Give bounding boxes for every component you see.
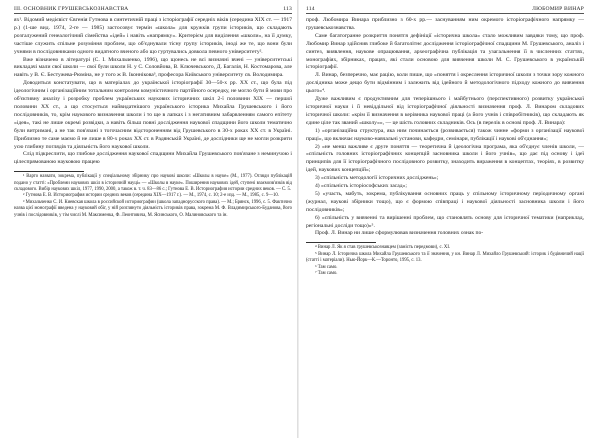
right-list-item: 6) «спільність у вивченні та вирішенні проблем, що становлять основу для історичної тематики (наприклад, регіональні досліди тощо)»⁵.: [306, 214, 584, 229]
left-paragraph: Вже візначено в літературі (С. І. Михальченко, 1996), що щонесь не всі визначні вчені — університетські викладачі мали свої школи — свої були школи Н. у С. Соловйова, В. Ключевського, Д. Багалія, Н. Костомарова, але навіть у В. Є. Бестужева-Рюміна, не у того ж В. Іконнікова³, професора Київського університету св. Володимира.: [14, 56, 292, 79]
right-footnote: ⁷ Там само.: [315, 271, 338, 276]
right-running-title: ЛЮБОМИР ВИНАР: [532, 6, 584, 12]
left-body-text: [14, 17, 292, 167]
book-gutter: [297, 0, 299, 438]
right-paragraph: проф. Любомира Винара приблизно з 60-х рр.— заснуванням ним окремого історіографічного напрямку — грушевськознавства.: [306, 17, 584, 31]
left-paragraph: Слід підкреслити, що глибоке дослідження наукової спадщини Михайла Грушевського пов'язане з неминучою і цілеспрямованою науковою працею: [14, 151, 292, 166]
right-footnote: ⁴ Винар Л. Як я став грушевськознавцем (замість передмови), с. ХІ.: [315, 245, 451, 251]
left-footnote-rule: [14, 171, 84, 172]
right-paragraph: Саме багатогранне розкриття понятгя дефініції «історична школа» стало можливим завдяки тому, що проф. Любомир Винар здійснив глибоке й багатолітнє дослідження історіографічної спадщини М. Грушевського, аналіз і синтез, виявлення, наукове опрацювання, археографічна публікація та узагальнення її в численних статтях, монографіях, збірниках, працях, які стали основою для вивчення школи М. С. Грушевського в українській історіографії.: [306, 32, 584, 71]
right-footnotes: [306, 245, 584, 277]
right-footnote: ⁶ Там само.: [315, 264, 338, 270]
right-list-item: 2) «не менш важливе є друге поняття — теоретична й ідеологічна програма, яка об'єднує членів школи, — «спільність головних історіографічних концепцій засновника школи і його учнів», що дає під основу і ідеї принципів для її історіографічного послідовного розвитку, знаходить вираження в концептах, теоріях, в розвитку ідей, наукових концепцій»;: [306, 143, 584, 174]
left-running-title: III. ОСНОВНИК ГРУШЕВСЬКОЗНАВСТВА: [14, 6, 129, 12]
right-list-item: 4) «спільність історіософських засад»;: [315, 183, 407, 190]
right-paragraph: Проф. Л. Винар ни лише сформулював визначення головних ознак по-: [315, 230, 484, 237]
left-page: [14, 6, 292, 434]
right-list-item: 3) «спільність методології історичних досліджень»;: [315, 175, 439, 182]
right-footnote: ⁵ Винар Л. Історична школа Михайла Грушевського та її значення, у кн. Винар Л. Михайло Грушевський: історик і будівничий нації (статті і матеріали). Нью-Йорк—К.—Торонто, 1995, с. 13.: [306, 251, 584, 264]
right-page-number: 114: [306, 6, 315, 12]
right-list-item: 5) «участь, мабуть, зокрема, публікування основних праць у спільному історичному періодичному органі (журнал, наукові збірники тощо), що є формою співпраці і наукової діяльності засновника школи і його послідовників»;: [306, 190, 584, 213]
left-footnote: ³ Михальченко С. И. Киевская школа в российской историографии (школа западнорусского права). — М.; Брянск, 1996, с. 5. Фактично назва цієї монографії введена у науковий обіг, у ній розглянуто діяльність істориків права, зокрема М. Ф. Владимирського-Буданова, його учнів і послідовників, у тім числі М. Максименка, Ф. Леонтовича, М. Ясинського, О. Малиновського та ін.: [14, 199, 292, 218]
left-page-number: 113: [283, 6, 292, 12]
right-running-head: [306, 6, 584, 14]
left-paragraph: Доводиться констатувати, що в матеріалах до української історіографії 30—50-х рр. XX ст., що була під ідеологічним і організаційним тотальним контролем комуністичного партійного осередку, не могло бути й мови про об'єктивну аналізу і розробку проблем українських наукових історичних шкіл 2-ї половини XIX — першої половини XX ст., а що стосується найвидатнішого українського історика Михайла Грушевського і його послідовників, то, крім наукового визначення школи і то ще в лапках і з негативним забарвленням самого епітету «ідея», такі не лише окремі розвідки, а навіть більш повні дослідження наукової спадщини його школи тематично були витримані, а не так пов'язані з тогочасним відстороненням від Грушевського в 30-х роках XX ст. в Україні. Приблизно те саме маємо й не лише в 80-х роках XX ст. в Радянській Україні, де дослідники ще не могли розкрити усю глибину поглядів та діяльність його наукової школи.: [14, 80, 292, 150]
right-body-text: [306, 17, 584, 238]
left-running-head: [14, 6, 292, 14]
right-page: [306, 6, 584, 434]
left-footnote: ¹ Варто назвати, зокрема, публікації у спеціальному збірнику про наукові школи: «Школы в науке» (М., 1977). Огляди публікацій подано у статті: «Проблеми наукових шкіл в історичній науці» — «Школы в науке». Поширення наукових ідей, ступені взаємозв'язків від складового. Вибір наукових шкіл, 1977, 1990, 2000, а також в. т. ч. 83—86 с.; Гутнова Е. В. Историография истории средних веков. — С. 5.: [14, 174, 292, 193]
right-footnote-rule: [306, 242, 376, 243]
left-footnotes: [14, 174, 292, 219]
left-footnote: ² Гутнова Е. В. Историография истории средних веков (середина XIX—1917 г.). — М., 1974, с. 10; 2-е изд. — М., 1985, с. 9—10.: [23, 193, 279, 199]
right-paragraph: Дуже важливим є продуктивним для теперішнього і майбутнього (перспективного) розвитку української історичної науки і її невіддільної від історіографічної діяльності визначення проф. Л. Винаром складових історичної школи: «крім її визначення в керівника наукової праці (а його учнів і співробітників), що складають як єдине ціле так званий «школу»», — це шість головних складників. Ось (в перелік в основі проф. Л. Винара):: [306, 96, 584, 126]
left-paragraph: ях¹. Відомий медієвіст Євгенія Гутнова в синтетичній праці з історіографії середніх віків (середина XIX ст. — 1917 р.) (1-ше вид. 1974, 2-ге — 1985) застосовує термін «школа» для кружків групи істориків, що складають розгалужений генеалогічний сімейства «ідей» і навіть «напрямку». Критерієм для виділення «школи», на її думку, частіше служить спільне розуміння проблем, що об'єднували тісну групу істориків, іноді же те, що вони були учнями в послідовниками одного видатного вченого або що гуртувались довкола певного університету².: [14, 17, 292, 55]
right-list-item: 1) «організаційна структура, яка ним починається (розвивається) також чинне «форми з організації наукової праці», що включає науково-навчальні установи, кафедри, семінари, публікації і наукові об'єднання»;: [306, 127, 584, 142]
right-paragraph: Л. Винар, безперечно, має рацію, коли пише, що «поняття і окреслення історичної школи з точки зору кожного дослідника може дещо бути відмінним і залежить від ідейного й методологічного підходу кожного до вивчення цього»⁴.: [306, 72, 584, 95]
